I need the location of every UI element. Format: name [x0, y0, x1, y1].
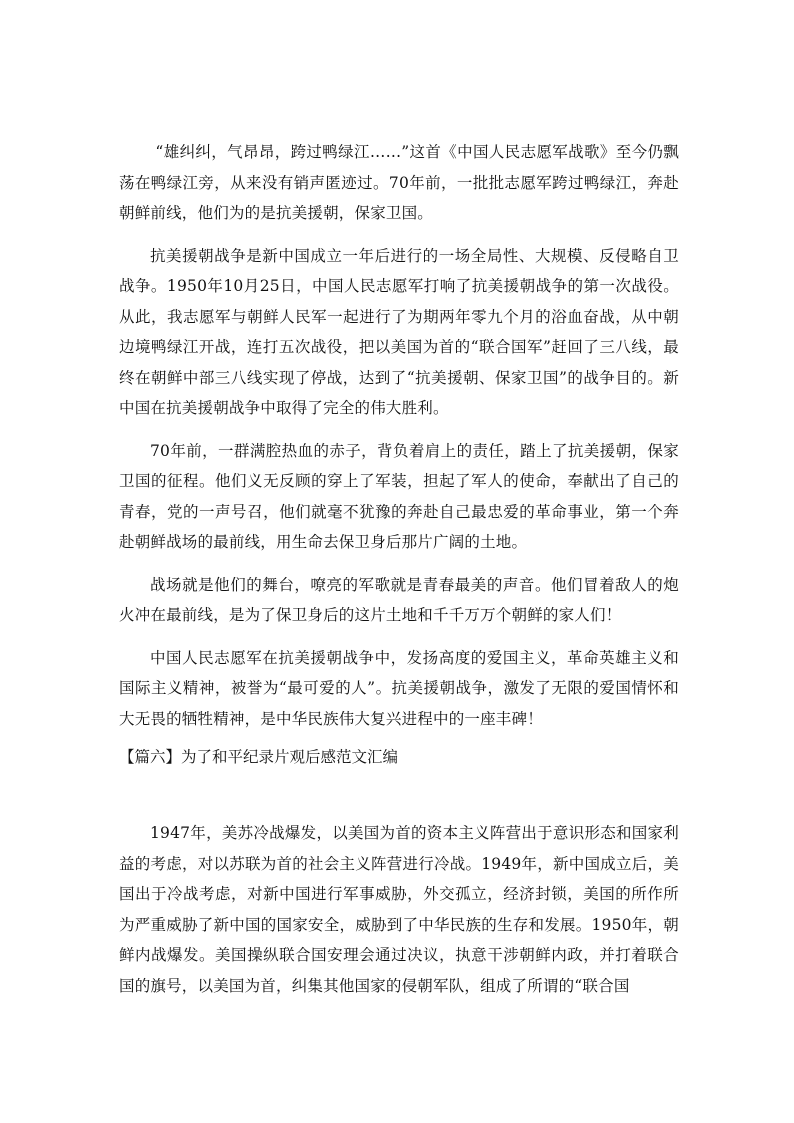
paragraph-war-overview: 抗美援朝战争是新中国成立一年后进行的一场全局性、大规模、反侵略自卫战争。1950年10月25日，中国人民志愿军打响了抗美援朝战争的第一次战役。从此，我志愿军与朝鲜人民军一起进行了为期两年零九个月的浴血奋战，从中朝边境鸭绿江开战，连打五次战役，把以美国为首的“联合国军”赶回了三八线，最终在朝鲜中部三八线实现了停战，达到了“抗美援朝、保家卫国”的战争目的。新中国在抗美援朝战争中取得了完全的伟大胜利。	[119, 246, 679, 417]
paragraph-song: “雄纠纠，气昂昂，跨过鸭绿江……”这首《中国人民志愿军战歌》至今仍飘荡在鸭绿江旁，从来没有销声匿迹过。70年前，一批批志愿军跨过鸭绿江，奔赴朝鲜前线，他们为的是抗美援朝，保家卫国。	[119, 143, 679, 222]
section-spacer	[119, 772, 679, 818]
document-body	[119, 137, 679, 1013]
paragraph-cold-war: 1947年，美苏冷战爆发，以美国为首的资本主义阵营出于意识形态和国家利益的考虑，对以苏联为首的社会主义阵营进行冷战。1949年，新中国成立后，美国出于冷战考虑，对新中国进行军事威胁，外交孤立，经济封锁，美国的所作所为严重威胁了新中国的国家安全，威胁到了中华民族的生存和发展。1950年，朝鲜内战爆发。美国操纵联合国安理会通过决议，执意干涉朝鲜内政，并打着联合国的旗号，以美国为首，纠集其他国家的侵朝军队，组成了所谓的“联合国	[119, 824, 679, 995]
section-heading: 【篇六】为了和平纪录片观后感范文汇编	[119, 748, 399, 766]
paragraph-volunteers: 70年前，一群满腔热血的赤子，背负着肩上的责任，踏上了抗美援朝，保家卫国的征程。他们义无反顾的穿上了军装，担起了军人的使命，奉献出了自己的青春，党的一声号召，他们就毫不犹豫的奔赴自己最忠爱的革命事业，第一个奔赴朝鲜战场的最前线，用生命去保卫身后那片广阔的土地。	[119, 441, 679, 551]
paragraph-battlefield: 战场就是他们的舞台，嘹亮的军歌就是青春最美的声音。他们冒着敌人的炮火冲在最前线，是为了保卫身后的这片土地和千千万万个朝鲜的家人们！	[119, 575, 679, 624]
paragraph-spirit: 中国人民志愿军在抗美援朝战争中，发扬高度的爱国主义，革命英雄主义和国际主义精神，被誉为“最可爱的人”。抗美援朝战争，激发了无限的爱国情怀和大无畏的牺牲精神，是中华民族伟大复兴进程中的一座丰碑！	[119, 648, 679, 728]
